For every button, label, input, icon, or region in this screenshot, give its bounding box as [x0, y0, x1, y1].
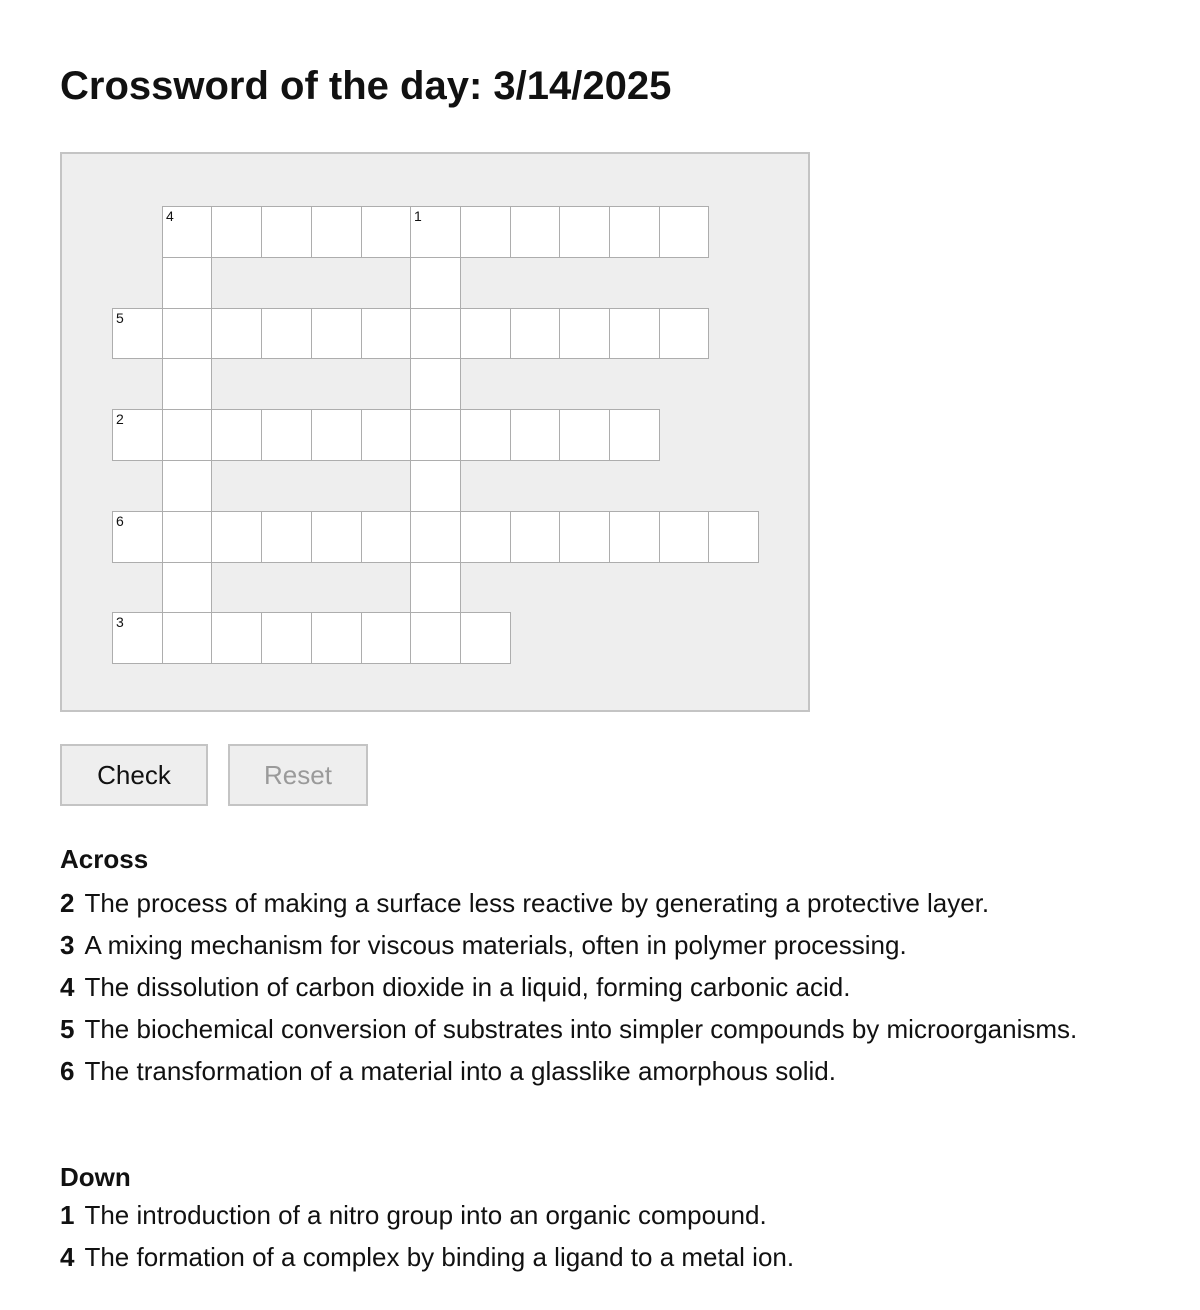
- cell-input[interactable]: [411, 207, 460, 257]
- cell-input[interactable]: [461, 207, 510, 257]
- clue-item: [60, 1236, 1100, 1278]
- clue-text: The biochemical conversion of substrates into simpler compounds by microorganisms.: [84, 1014, 1078, 1044]
- grid-cell[interactable]: [261, 409, 312, 461]
- grid-cell[interactable]: [261, 511, 312, 563]
- cell-number: 4: [166, 208, 174, 224]
- down-clue-list: [60, 1194, 1100, 1278]
- cell-input[interactable]: [312, 207, 361, 257]
- cell-input[interactable]: [411, 258, 460, 308]
- grid-cell[interactable]: [460, 612, 511, 664]
- cell-input[interactable]: [660, 512, 708, 562]
- grid-cell[interactable]: [410, 308, 461, 359]
- cell-input[interactable]: [610, 309, 659, 358]
- grid-cell[interactable]: [559, 409, 610, 461]
- clue-number: 6: [60, 1056, 75, 1086]
- across-heading: Across: [60, 844, 149, 874]
- cell-input[interactable]: [312, 309, 361, 358]
- cell-input[interactable]: [560, 410, 609, 460]
- cell-input[interactable]: [411, 461, 460, 511]
- grid-cell[interactable]: [410, 460, 461, 512]
- cell-input[interactable]: [610, 207, 659, 257]
- grid-cell[interactable]: [211, 409, 262, 461]
- cell-input[interactable]: [411, 563, 460, 612]
- grid-cell[interactable]: [361, 206, 411, 258]
- cell-input[interactable]: [163, 207, 211, 257]
- clue-text: The introduction of a nitro group into an organic compound.: [84, 1200, 767, 1230]
- grid-cell[interactable]: [162, 308, 212, 359]
- grid-cell[interactable]: [211, 612, 262, 664]
- cell-input[interactable]: [362, 613, 410, 663]
- grid-cell[interactable]: [609, 308, 660, 359]
- grid-cell[interactable]: [659, 206, 709, 258]
- cell-input[interactable]: [113, 309, 162, 358]
- grid-cell[interactable]: [659, 511, 709, 563]
- grid-cell[interactable]: [708, 511, 759, 563]
- grid-cell[interactable]: [460, 511, 511, 563]
- grid-cell[interactable]: [460, 206, 511, 258]
- across-clue-list: [60, 882, 1100, 1092]
- cell-input[interactable]: [262, 512, 311, 562]
- cell-number: 2: [116, 411, 124, 427]
- grid-cell[interactable]: [609, 511, 660, 563]
- grid-cell[interactable]: [211, 206, 262, 258]
- cell-input[interactable]: [709, 512, 758, 562]
- cell-input[interactable]: [411, 309, 460, 358]
- clue-text: The process of making a surface less reactive by generating a protective layer.: [84, 888, 990, 918]
- grid-cell[interactable]: [659, 308, 709, 359]
- grid-cell[interactable]: [162, 612, 212, 664]
- cell-input[interactable]: [212, 309, 261, 358]
- cell-input[interactable]: [163, 512, 211, 562]
- across-clues: [60, 844, 1100, 1092]
- grid-cell[interactable]: [311, 409, 362, 461]
- clue-text: The transformation of a material into a glasslike amorphous solid.: [84, 1056, 836, 1086]
- cell-input[interactable]: [461, 512, 510, 562]
- cell-input[interactable]: [411, 410, 460, 460]
- cell-input[interactable]: [163, 410, 211, 460]
- grid-cell[interactable]: [162, 409, 212, 461]
- clue-number: 2: [60, 888, 75, 918]
- grid-cell[interactable]: [410, 358, 461, 410]
- grid-cell[interactable]: [361, 409, 411, 461]
- cell-input[interactable]: [312, 410, 361, 460]
- cell-input[interactable]: [610, 410, 659, 460]
- cell-input[interactable]: [262, 309, 311, 358]
- grid-cell[interactable]: [510, 409, 560, 461]
- cell-input[interactable]: [212, 207, 261, 257]
- grid-cell[interactable]: [162, 562, 212, 613]
- grid-cell[interactable]: [510, 511, 560, 563]
- cell-input[interactable]: [312, 613, 361, 663]
- grid-cell[interactable]: [112, 511, 163, 563]
- cell-input[interactable]: [113, 512, 162, 562]
- cell-input[interactable]: [163, 563, 211, 612]
- clue-number: 5: [60, 1014, 75, 1044]
- cell-input[interactable]: [262, 410, 311, 460]
- grid-cell[interactable]: [609, 206, 660, 258]
- grid-cell[interactable]: [410, 612, 461, 664]
- cell-input[interactable]: [560, 207, 609, 257]
- cell-number: 6: [116, 513, 124, 529]
- grid-cell[interactable]: [162, 460, 212, 512]
- cell-number: 1: [414, 208, 422, 224]
- grid-cell[interactable]: [361, 308, 411, 359]
- cell-input[interactable]: [212, 410, 261, 460]
- cell-input[interactable]: [560, 309, 609, 358]
- grid-cell[interactable]: [410, 409, 461, 461]
- cell-input[interactable]: [411, 359, 460, 409]
- cell-input[interactable]: [262, 613, 311, 663]
- grid-cell[interactable]: [311, 511, 362, 563]
- page-title: Crossword of the day: 3/14/2025: [60, 64, 672, 108]
- clue-number: 3: [60, 930, 75, 960]
- grid-cell[interactable]: [510, 308, 560, 359]
- grid-cell[interactable]: [162, 206, 212, 258]
- grid-cell[interactable]: [410, 257, 461, 309]
- cell-input[interactable]: [362, 410, 410, 460]
- clue-text: The formation of a complex by binding a ligand to a metal ion.: [84, 1242, 795, 1272]
- grid-cell[interactable]: [311, 612, 362, 664]
- grid-cell[interactable]: [211, 511, 262, 563]
- cell-input[interactable]: [511, 309, 559, 358]
- cell-input[interactable]: [461, 410, 510, 460]
- cell-input[interactable]: [660, 309, 708, 358]
- reset-button[interactable]: Reset: [228, 744, 368, 806]
- cell-input[interactable]: [212, 512, 261, 562]
- grid-cell[interactable]: [311, 308, 362, 359]
- cell-input[interactable]: [163, 258, 211, 308]
- cell-input[interactable]: [113, 613, 162, 663]
- cell-input[interactable]: [610, 512, 659, 562]
- cell-input[interactable]: [560, 512, 609, 562]
- grid-cell[interactable]: [261, 612, 312, 664]
- cell-input[interactable]: [163, 461, 211, 511]
- grid-cell[interactable]: [410, 562, 461, 613]
- cell-input[interactable]: [362, 512, 410, 562]
- grid-cell[interactable]: [162, 257, 212, 309]
- clue-number: 4: [60, 972, 75, 1002]
- grid-cell[interactable]: [261, 308, 312, 359]
- cell-input[interactable]: [411, 512, 460, 562]
- clue-item: [60, 924, 1100, 966]
- down-heading: Down: [60, 1162, 131, 1192]
- clue-number: 4: [60, 1242, 75, 1272]
- clue-number: 1: [60, 1200, 75, 1230]
- check-button[interactable]: Check: [60, 744, 208, 806]
- cell-input[interactable]: [461, 309, 510, 358]
- grid-cell[interactable]: [410, 206, 461, 258]
- clue-text: A mixing mechanism for viscous materials, often in polymer processing.: [84, 930, 907, 960]
- cell-input[interactable]: [511, 207, 559, 257]
- grid-cell[interactable]: [510, 206, 560, 258]
- grid-cell[interactable]: [361, 511, 411, 563]
- cell-input[interactable]: [262, 207, 311, 257]
- grid-cell[interactable]: [460, 308, 511, 359]
- cell-input[interactable]: [411, 613, 460, 663]
- grid-cell[interactable]: [559, 308, 610, 359]
- grid-cell[interactable]: [112, 409, 163, 461]
- grid-cell[interactable]: [311, 206, 362, 258]
- cell-input[interactable]: [113, 410, 162, 460]
- cell-input[interactable]: [212, 613, 261, 663]
- clue-item: [60, 1050, 1100, 1092]
- grid-cell[interactable]: [211, 308, 262, 359]
- cell-input[interactable]: [163, 613, 211, 663]
- clue-item: [60, 966, 1100, 1008]
- grid-cell[interactable]: [559, 206, 610, 258]
- grid-cell[interactable]: [112, 612, 163, 664]
- cell-input[interactable]: [312, 512, 361, 562]
- clue-item: [60, 882, 1100, 924]
- cell-number: 5: [116, 310, 124, 326]
- cell-input[interactable]: [362, 207, 410, 257]
- cell-input[interactable]: [362, 309, 410, 358]
- cell-input[interactable]: [461, 613, 510, 663]
- clue-item: [60, 1008, 1100, 1050]
- clue-item: [60, 1194, 1100, 1236]
- crossword-grid: [60, 152, 810, 712]
- down-clues: [60, 1162, 1100, 1278]
- grid-cell[interactable]: [609, 409, 660, 461]
- cell-input[interactable]: [511, 512, 559, 562]
- cell-input[interactable]: [163, 359, 211, 409]
- clue-text: The dissolution of carbon dioxide in a liquid, forming carbonic acid.: [84, 972, 851, 1002]
- grid-cell[interactable]: [559, 511, 610, 563]
- grid-cell[interactable]: [460, 409, 511, 461]
- cell-number: 3: [116, 614, 124, 630]
- cell-input[interactable]: [511, 410, 559, 460]
- grid-cell[interactable]: [112, 308, 163, 359]
- grid-cell[interactable]: [162, 511, 212, 563]
- cell-input[interactable]: [660, 207, 708, 257]
- cell-input[interactable]: [163, 309, 211, 358]
- grid-cell[interactable]: [162, 358, 212, 410]
- grid-cell[interactable]: [361, 612, 411, 664]
- grid-cell[interactable]: [261, 206, 312, 258]
- grid-cell[interactable]: [410, 511, 461, 563]
